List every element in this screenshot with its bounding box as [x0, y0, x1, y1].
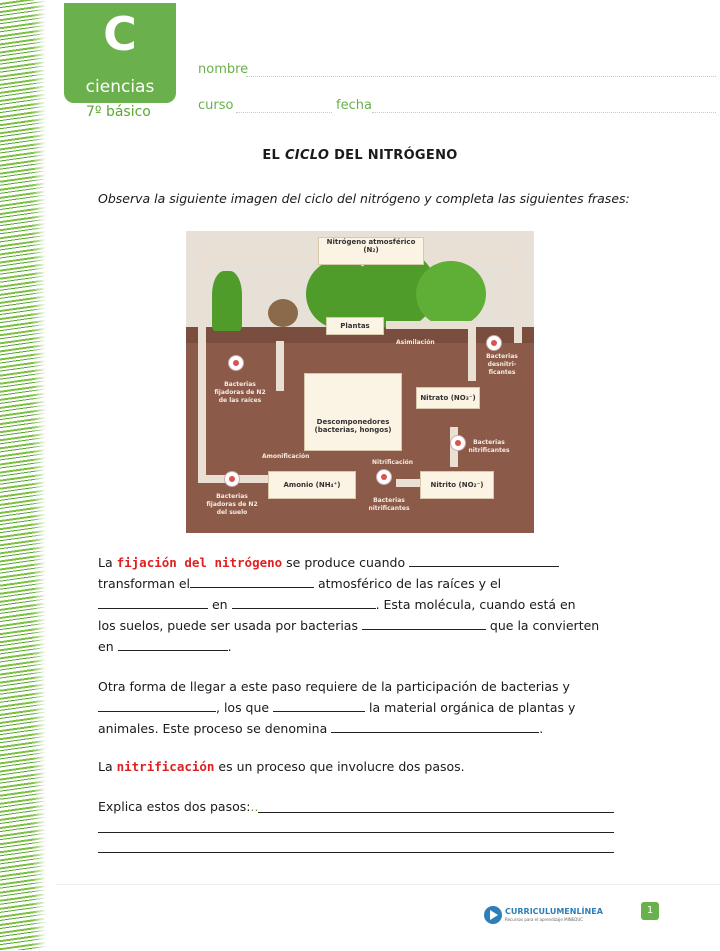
bacteria-icon: [228, 355, 244, 371]
paragraph-fijacion: [98, 552, 634, 657]
text: la material orgánica de plantas y: [365, 700, 576, 715]
paragraph-nitrificacion: [98, 756, 634, 777]
bacteria-icon: [376, 469, 392, 485]
nombre-field[interactable]: [246, 76, 716, 77]
bact-suelo-label: Bacterias fijadoras de N2 del suelo: [206, 493, 258, 516]
text: Explica estos dos pasos:: [98, 799, 251, 814]
nitrificacion-label: Nitrificación: [372, 459, 414, 466]
text: en: [208, 597, 232, 612]
text: La: [98, 555, 117, 570]
text: los suelos, puede ser usada por bacterias: [98, 618, 362, 633]
text: .: [227, 639, 232, 654]
asimilacion-label: Asimilación: [396, 339, 435, 346]
keyword-fijacion: fijación del nitrógeno: [116, 555, 283, 570]
arrow-shape: [198, 253, 318, 261]
title-part: EL: [262, 148, 285, 163]
bact-raices-label: Bacterias fijadoras de N2 de las raíces: [214, 381, 266, 404]
paragraph-explica: [98, 796, 634, 817]
blank-field[interactable]: [409, 552, 559, 567]
blank-field[interactable]: [98, 697, 216, 712]
text: , los que: [216, 700, 274, 715]
logo-word: ciencias: [85, 77, 155, 97]
text: se produce cuando: [282, 555, 410, 570]
curso-label: curso: [198, 98, 234, 113]
brand-subtitle: Recursos para el aprendizaje MINEDUC: [505, 917, 584, 922]
blank-field[interactable]: [273, 697, 365, 712]
nitrogen-cycle-diagram: [186, 231, 534, 533]
arrow-shape: [386, 321, 476, 329]
nitrato-label: Nitrato (NO₃⁻): [420, 394, 476, 402]
subject-logo: [64, 3, 176, 103]
blank-field[interactable]: [190, 573, 314, 588]
footer: [56, 884, 720, 951]
page-title: [0, 148, 720, 163]
descomponedores-box: [304, 373, 402, 451]
amonio-label: Amonio (NH₄⁺): [283, 481, 341, 489]
blank-field[interactable]: [118, 636, 228, 651]
text: animales. Este proceso se denomina: [98, 721, 332, 736]
amonificacion-label: Amonificación: [262, 453, 310, 460]
nombre-label: nombre: [198, 62, 249, 77]
answer-line[interactable]: [98, 832, 614, 833]
play-icon: [484, 906, 502, 924]
text: . Esta molécula, cuando está en: [375, 597, 576, 612]
bact-nitrificantes-label: Bacterias nitrificantes: [468, 439, 510, 454]
text: ..: [250, 799, 259, 814]
mushroom-area: [305, 374, 401, 418]
blank-field[interactable]: [98, 594, 208, 609]
text: transforman el: [98, 576, 190, 591]
descomponedores-label: Descomponedores (bacterias, hongos): [314, 418, 392, 434]
fecha-field[interactable]: [372, 112, 716, 113]
amonio-box: [268, 471, 356, 499]
plantas-label: Plantas: [340, 322, 370, 330]
plantas-box: [326, 317, 384, 335]
answer-line[interactable]: [258, 812, 614, 813]
text: .: [539, 721, 544, 736]
paragraph-amonificacion: [98, 676, 634, 739]
blank-field[interactable]: [331, 718, 539, 733]
bact-desnitrificantes-label: Bacterias desnitri-ficantes: [486, 353, 518, 376]
text: es un proceso que involucre dos pasos.: [214, 759, 465, 774]
answer-line[interactable]: [98, 852, 614, 853]
keyword-nitrificacion: nitrificación: [116, 759, 215, 774]
nitrato-box: [416, 387, 480, 409]
title-italic: CICLO: [284, 148, 330, 163]
n2-label: Nitrógeno atmosférico (N₂): [326, 238, 416, 254]
arrow-shape: [468, 321, 476, 381]
text: atmosférico de las raíces y el: [314, 576, 502, 591]
n2-box: [318, 237, 424, 265]
logo-letter: C: [103, 7, 137, 61]
bacteria-icon: [224, 471, 240, 487]
instruction-text: Observa la siguiente imagen del ciclo del nitrógeno y completa las siguientes frases:: [98, 191, 630, 206]
blank-field[interactable]: [362, 615, 486, 630]
page-number: 1: [641, 902, 659, 920]
plant-shape: [212, 271, 242, 331]
plant-shape: [416, 261, 486, 327]
nitrito-box: [420, 471, 494, 499]
grade-label: 7º básico: [86, 104, 151, 120]
text: La: [98, 759, 117, 774]
brand-name: CURRICULUMENLÍNEA: [505, 907, 603, 916]
arrow-shape: [198, 253, 206, 483]
text: en: [98, 639, 118, 654]
bact-nitrificantes-label: Bacterias nitrificantes: [368, 497, 410, 512]
arrow-shape: [514, 253, 522, 343]
text: Otra forma de llegar a este paso requiere de la participación de bacterias y: [98, 679, 570, 694]
bacteria-icon: [486, 335, 502, 351]
curso-field[interactable]: [236, 112, 332, 113]
fecha-label: fecha: [336, 98, 372, 113]
title-part: DEL NITRÓGENO: [329, 148, 458, 163]
arrow-shape: [426, 253, 522, 261]
nitrito-label: Nitrito (NO₂⁻): [430, 481, 484, 489]
arrow-shape: [276, 341, 284, 391]
text: que la convierten: [485, 618, 600, 633]
decorative-grass-margin: [0, 0, 46, 950]
animal-shape: [268, 299, 298, 327]
arrow-shape: [396, 479, 422, 487]
blank-field[interactable]: [232, 594, 376, 609]
